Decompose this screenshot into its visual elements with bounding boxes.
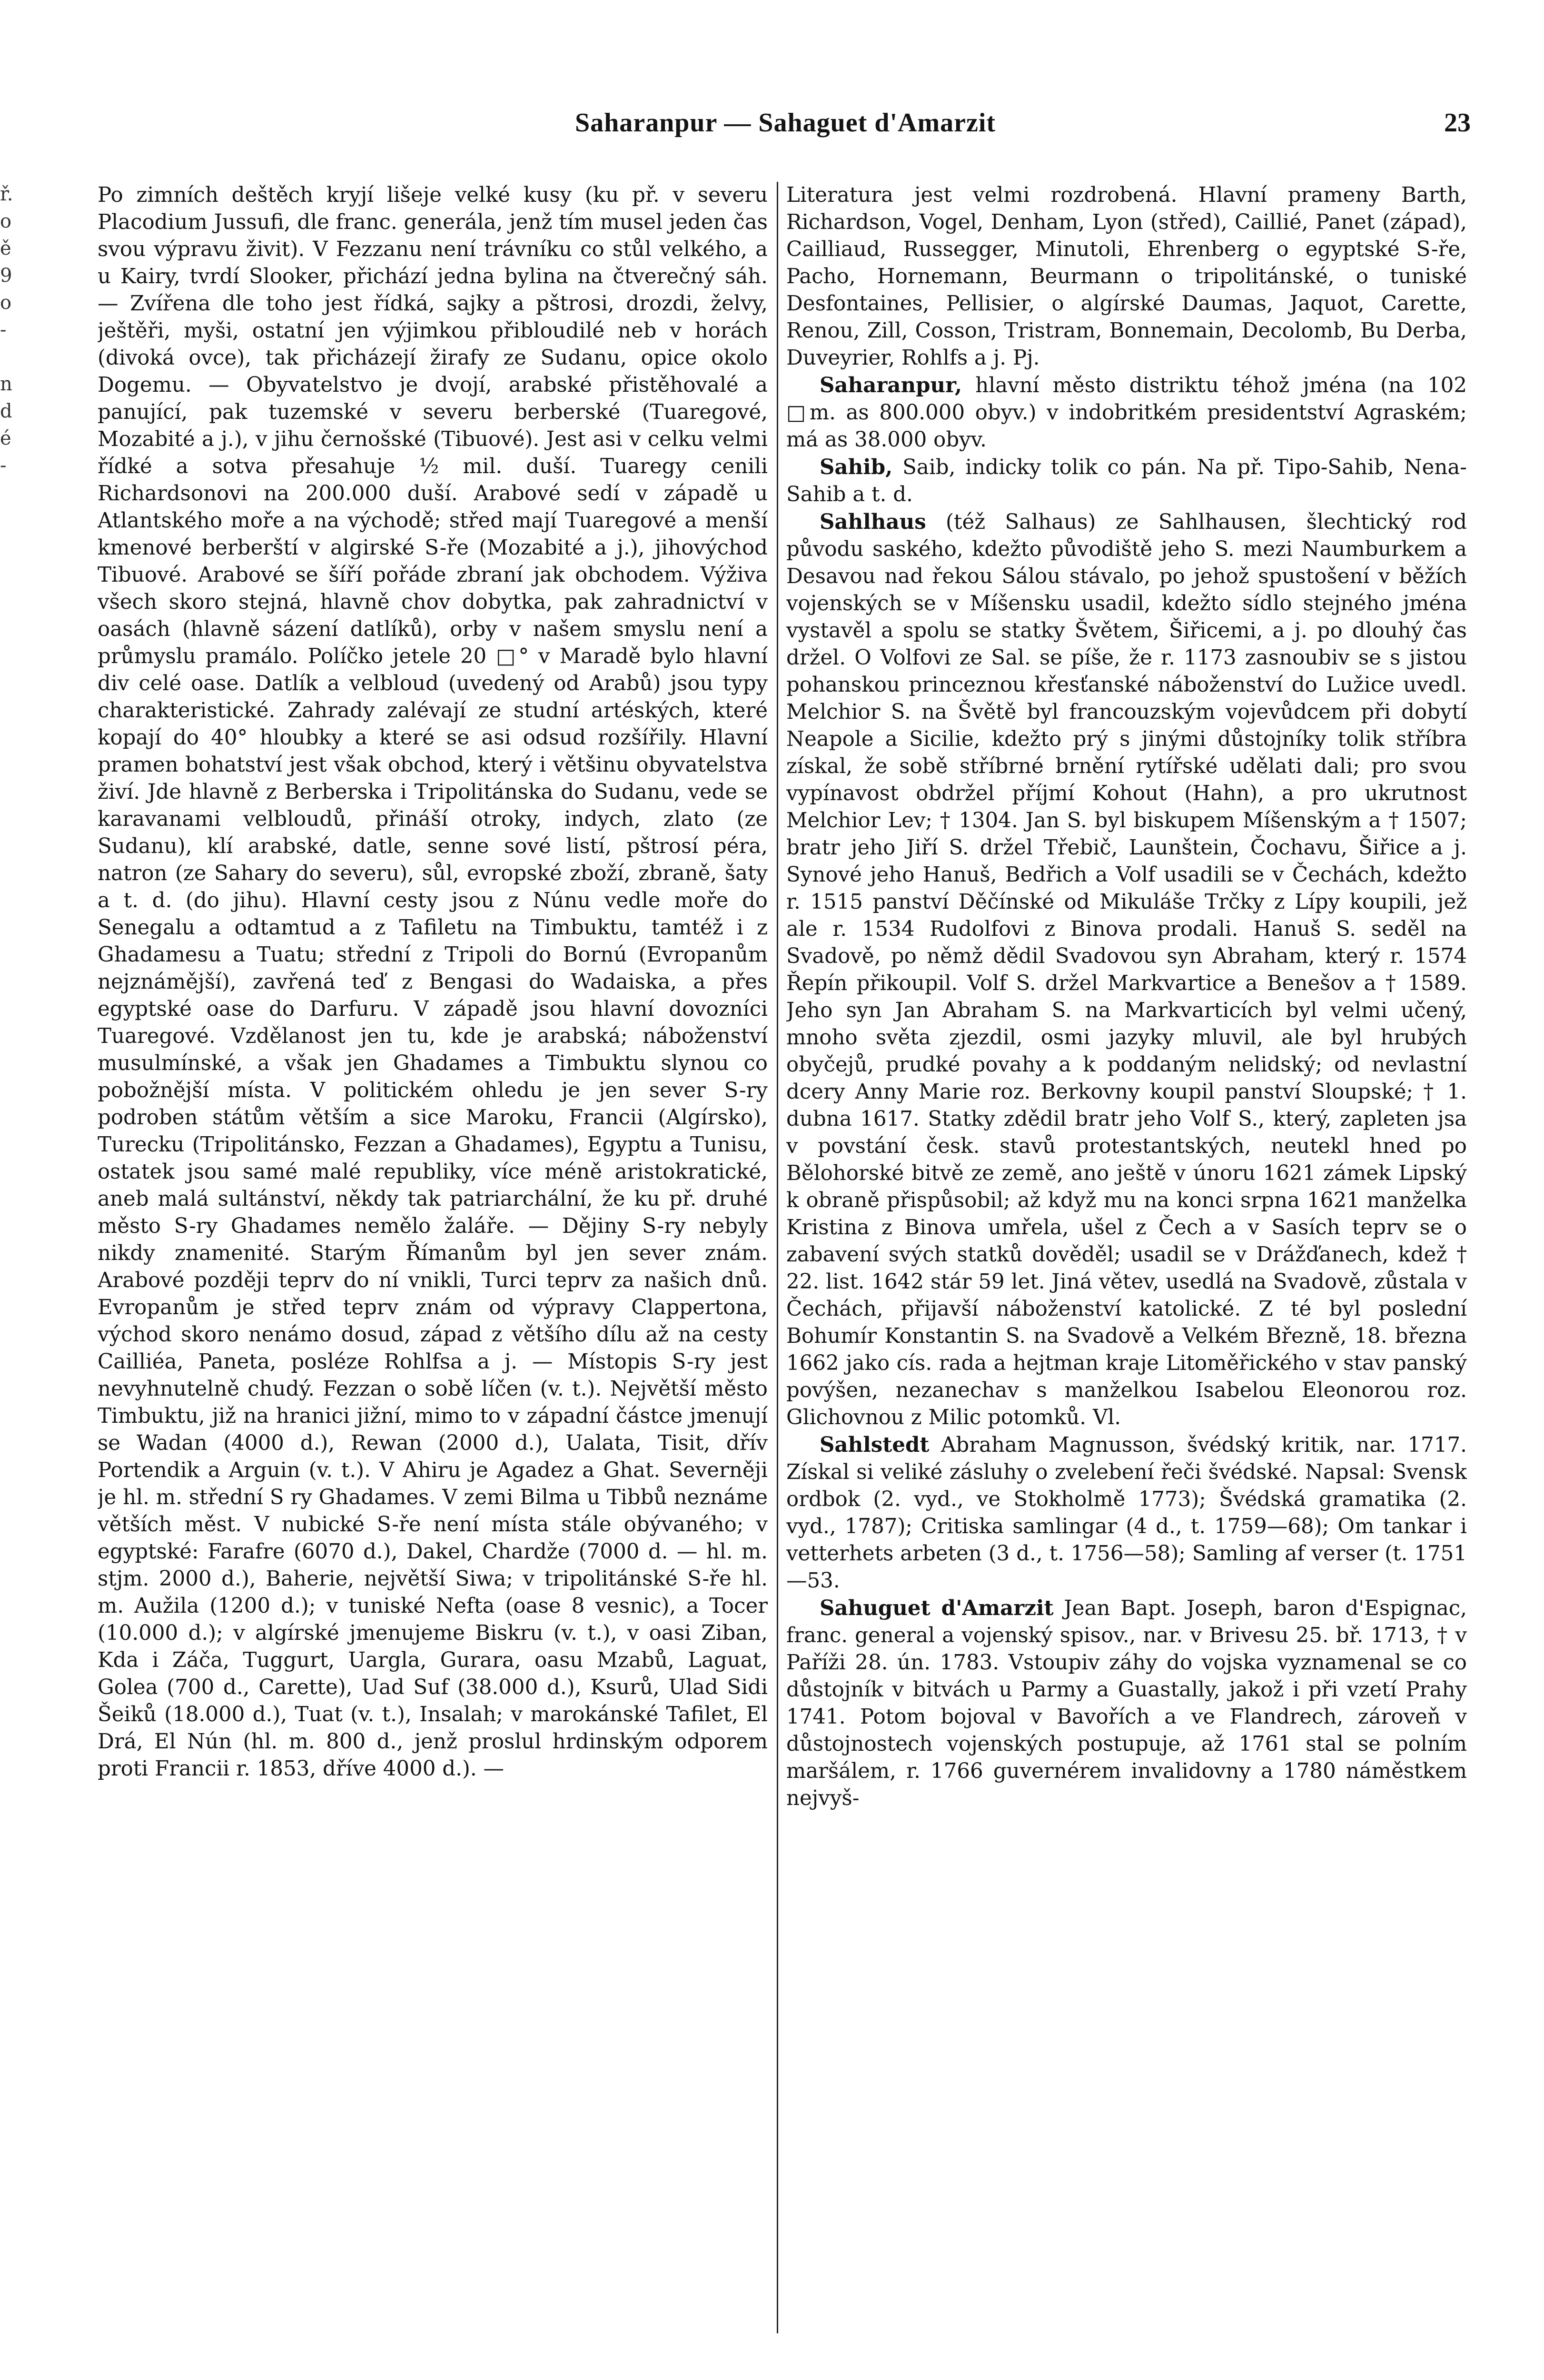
dictionary-entry — [786, 454, 1467, 508]
margin-fragment: 9 — [0, 265, 12, 287]
column-divider — [777, 182, 778, 2333]
entry-text: Saib, indicky tolik co pán. Na př. Tipo-Sahib, Nena-Sahib a t. d. — [786, 456, 1467, 506]
entry-text: (též Salhaus) ze Sahlhausen, šlechtický rod původu saského, kdežto původiště jeho S. mezi Naumburkem a Desavou nad řekou Sálou stávalo, po jehož spustošení v běžích vojenských se v Míšensku usadil, kdežto sídlo stejného jména vystavěl a spolu se statky Švětem, Šiřicemi, a j. po dlouhý čas držel. O Volfovi ze Sal. se píše, že r. 1173 zasnoubiv se s jistou pohanskou princeznou křesťanské náboženství do Lužice uvedl. Melchior S. na Švětě byl francouzským vojevůdcem při dobytí Neapole a Sicilie, kdežto prý s jinými důstojníky tolik stříbra získal, že sobě stříbrné brnění rytířské udělati dali; pro svou vypínavost obdržel příjmí Kohout (Hahn), a pro ukrutnost Melchior Lev; † 1304. Jan S. byl biskupem Míšenským a † 1507; bratr jeho Jiří S. držel Třebič, Launštein, Čochavu, Šiřice a j. Synové jeho Hanuš, Bedřich a Volf usadili se v Čechách, kdežto r. 1515 panství Děčínské od Mikuláše Trčky z Lípy koupili, jež ale r. 1534 Rudolfovi z Binova prodali. Hanuš S. seděl na Svadově, po němž dědil Svadovou syn Abraham, který r. 1574 Řepín přikoupil. Volf S. držel Markvartice a Benešov a † 1589. Jeho syn Jan Abraham S. na Markvarticích byl velmi učený, mnoho světa zjezdil, osmi jazyky mluvil, ale byl hrubých obyčejů, prudké povahy a k poddaným nelidský; od nevlastní dcery Anny Marie roz. Berkovny koupil panství Sloupské; † 1. dubna 1617. Statky zdědil bratr jeho Volf S., který, zapleten jsa v povstání česk. stavů protestantských, neutekl hned po Bělohorské bitvě ze země, ano ještě v únoru 1621 zámek Lipský k obraně přispůsobil; až když mu na konci srpna 1621 manželka Kristina z Binova umřela, ušel z Čech a v Sasích teprv se o zabavení svých statků dověděl; usadil se v Drážďanech, kdež † 22. list. 1642 stár 59 let. Jiná větev, usedlá na Svadově, zůstala v Čechách, přijavší náboženství katolické. Z té byl poslední Bohumír Konstantin S. na Svadově a Velkém Březně, 18. března 1662 jako cís. rada a hejtman kraje Litoměřického v stav panský povýšen, nezanechav s manželkou Isabelou Eleonorou roz. Glichovnou z Milic potomků. Vl. — [786, 510, 1467, 1429]
margin-fragment: o — [0, 292, 12, 314]
entry-text: Jean Bapt. Joseph, baron d'Espignac, franc. general a vojenský spisov., nar. v Brivesu 25. bř. 1713, † v Paříži 28. ún. 1783. Vstoupiv záhy do vojska vyznamenal se co důstojník v bitvách u Parmy a Guastally, jakož i při vzetí Prahy 1741. Potom bojoval v Bavořích a ve Flandrech, zároveň v důstojnostech vojenských postupuje, až 1761 stal se polním maršálem, r. 1766 guvernérem invalidovny a 1780 náměstkem nejvyš- — [786, 1597, 1467, 1810]
entry-headword: Sahlhaus — [820, 510, 926, 534]
entry-headword: Sahuguet d'Amarzit — [820, 1596, 1054, 1620]
left-column — [98, 182, 768, 2348]
margin-fragment: d — [0, 400, 12, 422]
entry-headword: Saharanpur, — [820, 373, 962, 397]
dictionary-entry — [786, 372, 1467, 454]
margin-fragment: é — [0, 427, 11, 449]
dictionary-entry — [786, 508, 1467, 1431]
right-column — [786, 182, 1467, 2348]
page-header — [95, 108, 1475, 150]
entry-headword: Sahlstedt — [820, 1433, 930, 1457]
margin-fragment — [0, 344, 18, 371]
margin-fragment: ě — [0, 238, 11, 259]
entry-text: hlavní město distriktu téhož jména (na 102 □m. as 800.000 obyv.) v indobritkém presidentství Agraském; má as 38.000 obyv. — [786, 374, 1467, 452]
entry-headword: Sahib, — [820, 455, 893, 479]
dictionary-entry — [786, 1431, 1467, 1595]
margin-fragment: - — [0, 319, 7, 341]
running-title: Saharanpur — Sahaguet d'Amarzit — [574, 108, 996, 138]
margin-fragment: - — [0, 455, 7, 476]
dictionary-entry — [786, 182, 1467, 372]
margin-fragment: n — [0, 373, 12, 395]
margin-fragment: o — [0, 210, 12, 232]
dictionary-entry — [786, 1595, 1467, 1812]
entry-text: Abraham Magnusson, švédský kritik, nar. 1717. Získal si veliké zásluhy o zvelebení řeči švédské. Napsal: Svensk ordbok (2. vyd., ve Stokholmě 1773); Švédská gramatika (2. vyd., 1787); Critiska samlingar (4 d., t. 1759—68); Om tankar i vetterhets arbeten (3 d., t. 1756—58); Samling af verser (t. 1751—53. — [786, 1433, 1467, 1593]
margin-fragment: ř. — [0, 183, 13, 205]
left-margin-fragments — [0, 181, 18, 479]
article-paragraph: Po zimních deštěch kryjí lišeje velké kusy (ku př. v severu Placodium Jussufi, dle franc. generála, jenž tím musel jeden čas svou výpravu živit). V Fezzanu není trávníku co stůl velkého, a u Kairy, tvrdí Slooker, přichází jedna bylina na čtverečný sáh. — Zvířena dle toho jest řídká, sajky a pštrosi, drozdi, želvy, ještěři, myši, ostatní jen výjimkou přibloudilé neb v horách (divoká ovce), tak přicházejí žirafy ze Sudanu, opice okolo Dogemu. — Obyvatelstvo je dvojí, arabské přistěhovalé a panující, pak tuzemské v severu berberské (Tuaregové, Mozabité a j.), v jihu černošské (Tibuové). Jest asi v celku velmi řídké a sotva přesahuje ½ mil. duší. Tuaregy cenili Richardsonovi na 200.000 duší. Arabové sedí v západě u Atlantského moře a na východě; střed mají Tuaregové a menší kmenové berberští v algirské S-ře (Mozabité a j.), jihovýchod Tibuové. Arabové se šíří pořáde zbraní jak obchodem. Výživa všech skoro stejná, hlavně chov dobytka, pak zahradnictví v oasách (hlavně sázení datlíků), orby v našem smyslu není a průmyslu pramálo. Políčko jetele 20 □° v Maradě bylo hlavní div celé oase. Datlík a velbloud (uvedený od Arabů) jsou typy charakteristické. Zahrady zalévají ze studní artéských, které kopají do 40° hloubky a které se asi odsud rozšířily. Hlavní pramen bohatství jest však obchod, který i většinu obyvatelstva živí. Jde hlavně z Berberska i Tripolitánska do Sudanu, vede se karavanami velbloudů, přináší otroky, indych, zlato (ze Sudanu), klí arabské, datle, senne sové listí, pštrosí péra, natron (ze Sahary do severu), sůl, evropské zboží, zbraně, šaty a t. d. (do jihu). Hlavní cesty jsou z Núnu vedle moře do Senegalu a odtamtud a z Tafiletu na Timbuktu, tamtéž i z Ghadamesu a Tuatu; střední z Tripoli do Bornú (Evropanům nejznámější), zavřená teď z Bengasi do Wadaiska, a přes egyptské oase do Darfuru. V západě jsou hlavní dovozníci Tuaregové. Vzdělanost jen tu, kde je arabská; náboženství musulmínské, a však jen Ghadames a Timbuktu slynou co pobožnější místa. V politickém ohledu je jen sever S-ry podroben státům větším a sice Maroku, Francii (Algírsko), Turecku (Tripolitánsko, Fezzan a Ghadames), Egyptu a Tunisu, ostatek jsou samé malé republiky, více méně aristokratické, aneb malá sultánství, někdy tak patriarchální, že ku př. druhé město S-ry Ghadames nemělo žaláře. — Dějiny S-ry nebyly nikdy znamenité. Starým Římanům byl jen sever znám. Arabové později teprv do ní vnikli, Turci teprv za našich dnů. Evropanům je střed teprv znám od výpravy Clappertona, východ skoro nenámo dosud, západ z většího dílu až na cesty Cailliéa, Paneta, posléze Rohlfsa a j. — Místopis S-ry jest nevyhnutelně chudý. Fezzan o sobě líčen (v. t.). Největší město Timbuktu, již na hranici jižní, mimo to v západní částce jmenují se Wadan (4000 d.), Rewan (2000 d.), Ualata, Tisit, dřív Portendik a Arguin (v. t.). V Ahiru je Agadez a Ghat. Severněji je hl. m. střední S ry Ghadames. V zemi Bilma u Tibbů neznáme větších měst. V nubické S-ře není místa stále obývaného; v egyptské: Farafre (6070 d.), Dakel, Chardže (7000 d. — hl. m. stjm. 2000 d.), Baherie, největší Siwa; v tripolitánské S-ře hl. m. Aužila (1200 d.); v tuniské Nefta (oase 8 vesnic), a Tocer (10.000 d.); v algírské jmenujeme Biskru (v. t.), v oasi Ziban, Kda i Záča, Tuggurt, Uargla, Gurara, oasu Mzabů, Laguat, Golea (700 d., Carette), Uad Suf (38.000 d.), Ksurů, Ulad Sidi Šeiků (18.000 d.), Tuat (v. t.), Insalah; v marokánské Tafilet, El Drá, El Nún (hl. m. 800 d., jenž proslul hrdinským odporem proti Francii r. 1853, dříve 4000 d.). — — [98, 183, 768, 1781]
entry-text: Literatura jest velmi rozdrobená. Hlavní prameny Barth, Richardson, Vogel, Denham, Lyon (střed), Caillié, Panet (západ), Cailliaud, Russegger, Minutoli, Ehrenberg o egyptské S-ře, Pacho, Hornemann, Beurmann o tripolitánské, o tuniské Desfontaines, Pellisier, o algírské Daumas, Jaquot, Carette, Renou, Zill, Cosson, Tristram, Bonnemain, Decolomb, Bu Derba, Duveyrier, Rohlfs a j. Pj. — [786, 183, 1467, 370]
page-number: 23 — [1444, 108, 1471, 138]
